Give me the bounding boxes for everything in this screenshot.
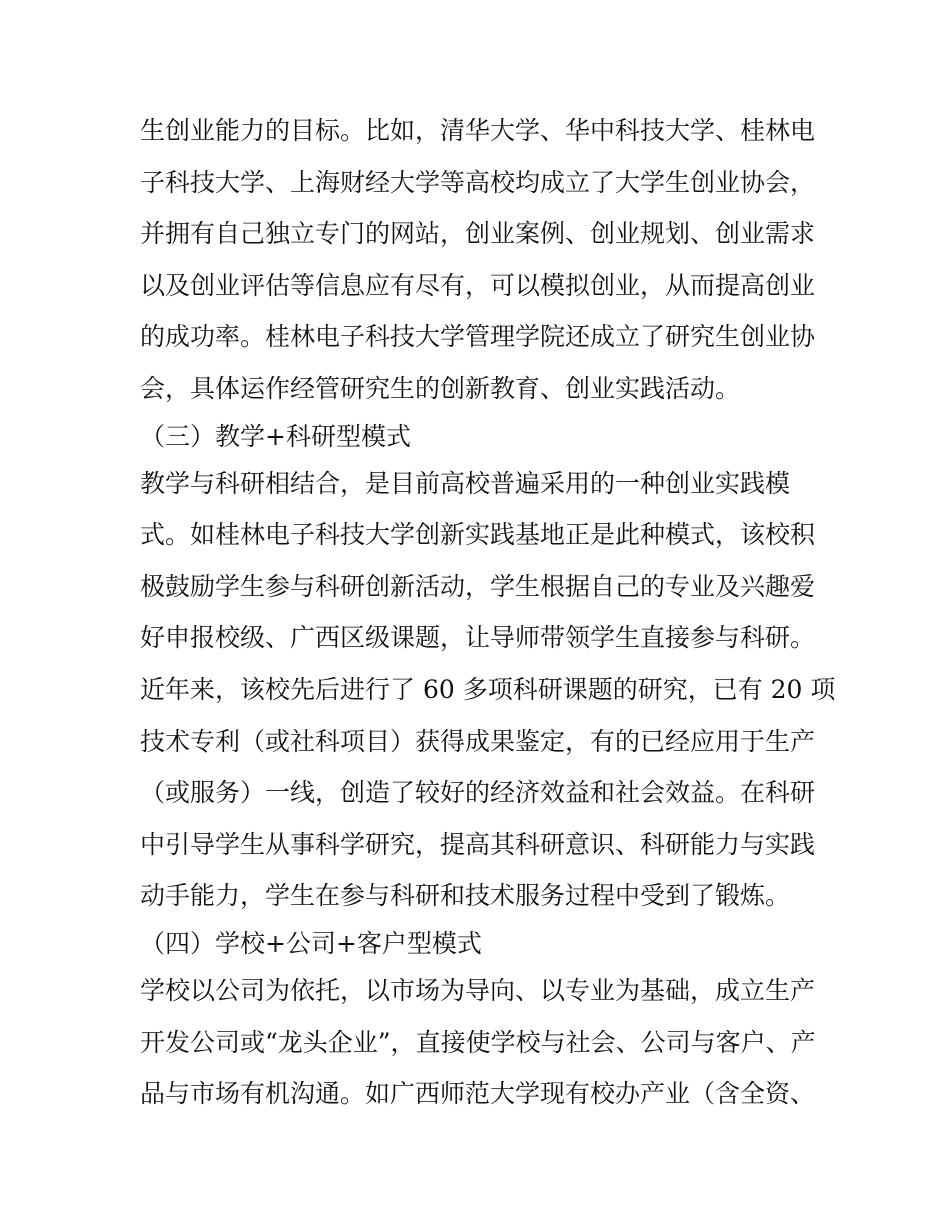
document-body [140,105,836,1120]
text-line: 子科技大学、上海财经大学等高校均成立了大学生创业协会， [140,167,816,197]
text-line: 的成功率。桂林电子科技大学管理学院还成立了研究生创业协 [140,322,816,352]
text-line: 开发公司或“龙头企业”，直接使学校与社会、公司与客户、产 [140,1027,816,1057]
text-line: 好申报校级、广西区级课题，让导师带领学生直接参与科研。 [140,623,816,653]
text-line: 并拥有自己独立专门的网站，创业案例、创业规划、创业需求 [140,219,816,249]
text-line: 会，具体运作经管研究生的创新教育、创业实践活动。 [140,373,741,403]
paragraph-teaching-research [140,458,836,922]
text-line: 以及创业评估等信息应有尽有，可以模拟创业，从而提高创业 [140,270,816,300]
text-line: （或服务）一线，创造了较好的经济效益和社会效益。在科研 [140,778,816,808]
text-line: 技术专利（或社科项目）获得成果鉴定，有的已经应用于生产 [140,726,816,756]
text-line: 生创业能力的目标。比如，清华大学、华中科技大学、桂林电 [140,116,816,145]
text-line: 学校以公司为依托，以市场为导向、以专业为基础，成立生产 [140,975,816,1005]
section-heading-4: （四）学校+公司+客户型模式 [140,928,482,958]
text-line: 中引导学生从事科学研究，提高其科研意识、科研能力与实践 [140,829,816,859]
paragraph-school-company-client [140,965,820,1120]
section-heading-3: （三）教学+科研型模式 [140,421,411,451]
text-line: 式。如桂林电子科技大学创新实践基地正是此种模式，该校积 [140,520,816,550]
text-line: 动手能力，学生在参与科研和技术服务过程中受到了锻炼。 [140,881,791,911]
text-line: 教学与科研相结合，是目前高校普遍采用的一种创业实践模 [140,468,791,498]
text-line: 品与市场有机沟通。如广西师范大学现有校办产业（含全资、 [140,1079,816,1109]
text-line: 近年来，该校先后进行了 60 多项科研课题的研究，已有 20 项 [140,674,836,704]
text-line: 极鼓励学生参与科研创新活动，学生根据自己的专业及兴趣爱 [140,571,816,601]
paragraph-student-associations [140,105,820,415]
